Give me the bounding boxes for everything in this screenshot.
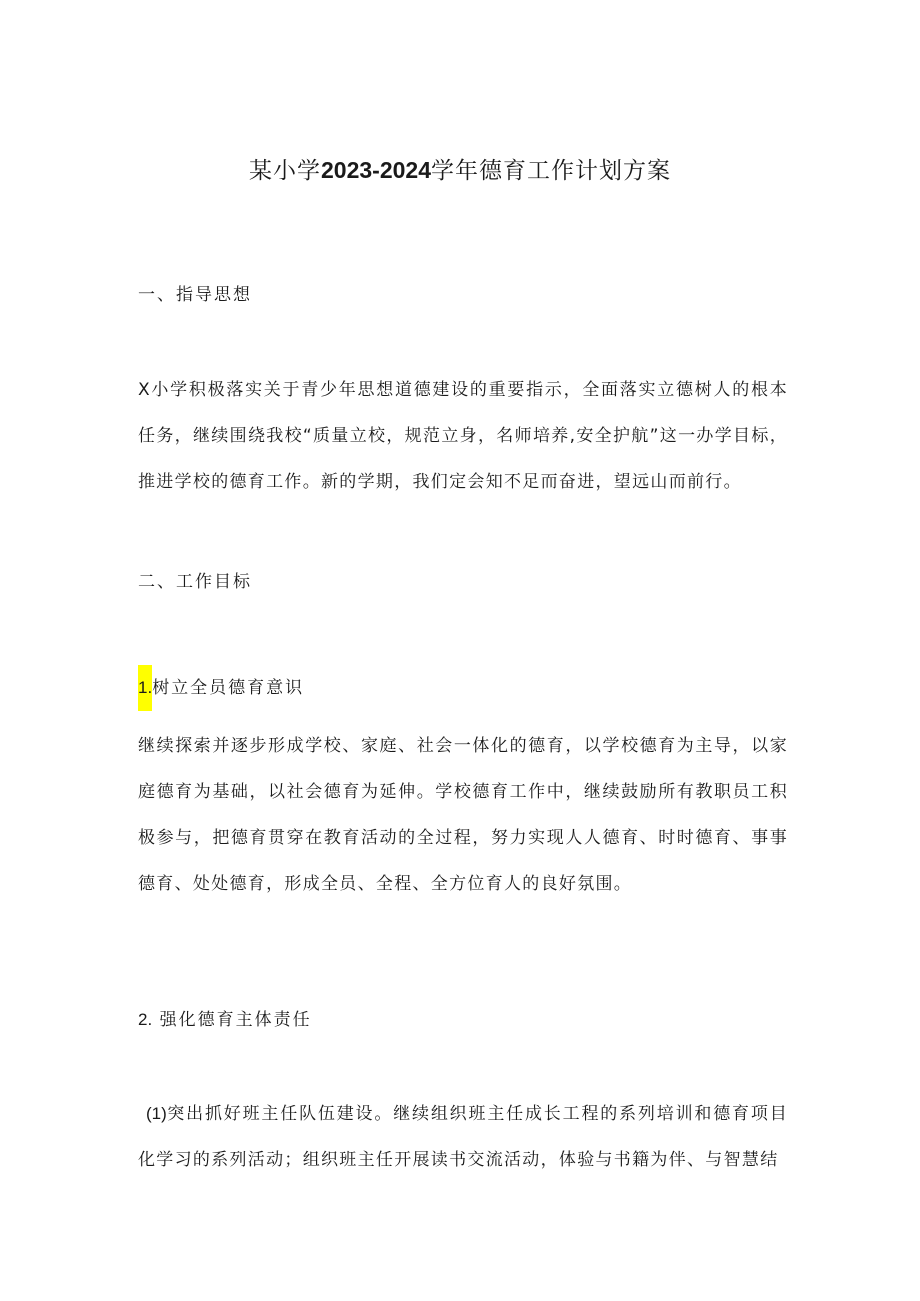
paragraph-guiding-thought: X小学积极落实关于青少年思想道德建设的重要指示，全面落实立德树人的根本任务，继续围绕我校“质量立校，规范立身，名师培养,安全护航”这一办学目标，推进学校的德育工作。新的学期，我们定会知不足而奋进，望远山而前行。	[138, 380, 788, 492]
title-years: 2023-2024	[321, 157, 431, 183]
item-heading-2	[138, 1005, 312, 1035]
item-number-2: 2.	[138, 1010, 153, 1029]
item-title-1: 树立全员德育意识	[152, 678, 305, 698]
item-heading-1	[138, 665, 304, 711]
section-heading-guiding-thought: 一、指导思想	[138, 285, 252, 305]
sub-item-text: 突出抓好班主任队伍建设。继续组织班主任成长工程的系列培训和德育项目化学习的系列活动；组织班主任开展读书交流活动，体验与书籍为伴、与智慧结	[138, 1104, 788, 1170]
highlighted-number: 1.	[138, 665, 152, 711]
title-prefix: 某小学	[249, 158, 321, 184]
item-title-2: 强化德育主体责任	[159, 1010, 312, 1030]
document-title	[0, 150, 920, 191]
title-suffix: 学年德育工作计划方案	[431, 158, 671, 184]
paragraph-item-1: 继续探索并逐步形成学校、家庭、社会一体化的德育，以学校德育为主导，以家庭德育为基础，以社会德育为延伸。学校德育工作中，继续鼓励所有教职员工积极参与，把德育贯穿在教育活动的全过程，努力实现人人德育、时时德育、事事德育、处处德育，形成全员、全程、全方位育人的良好氛围。	[138, 736, 788, 894]
sub-item-number: (1)	[146, 1104, 167, 1123]
section-heading-work-goals: 二、工作目标	[138, 572, 252, 592]
paragraph-item-2-sub-1	[138, 1091, 788, 1183]
